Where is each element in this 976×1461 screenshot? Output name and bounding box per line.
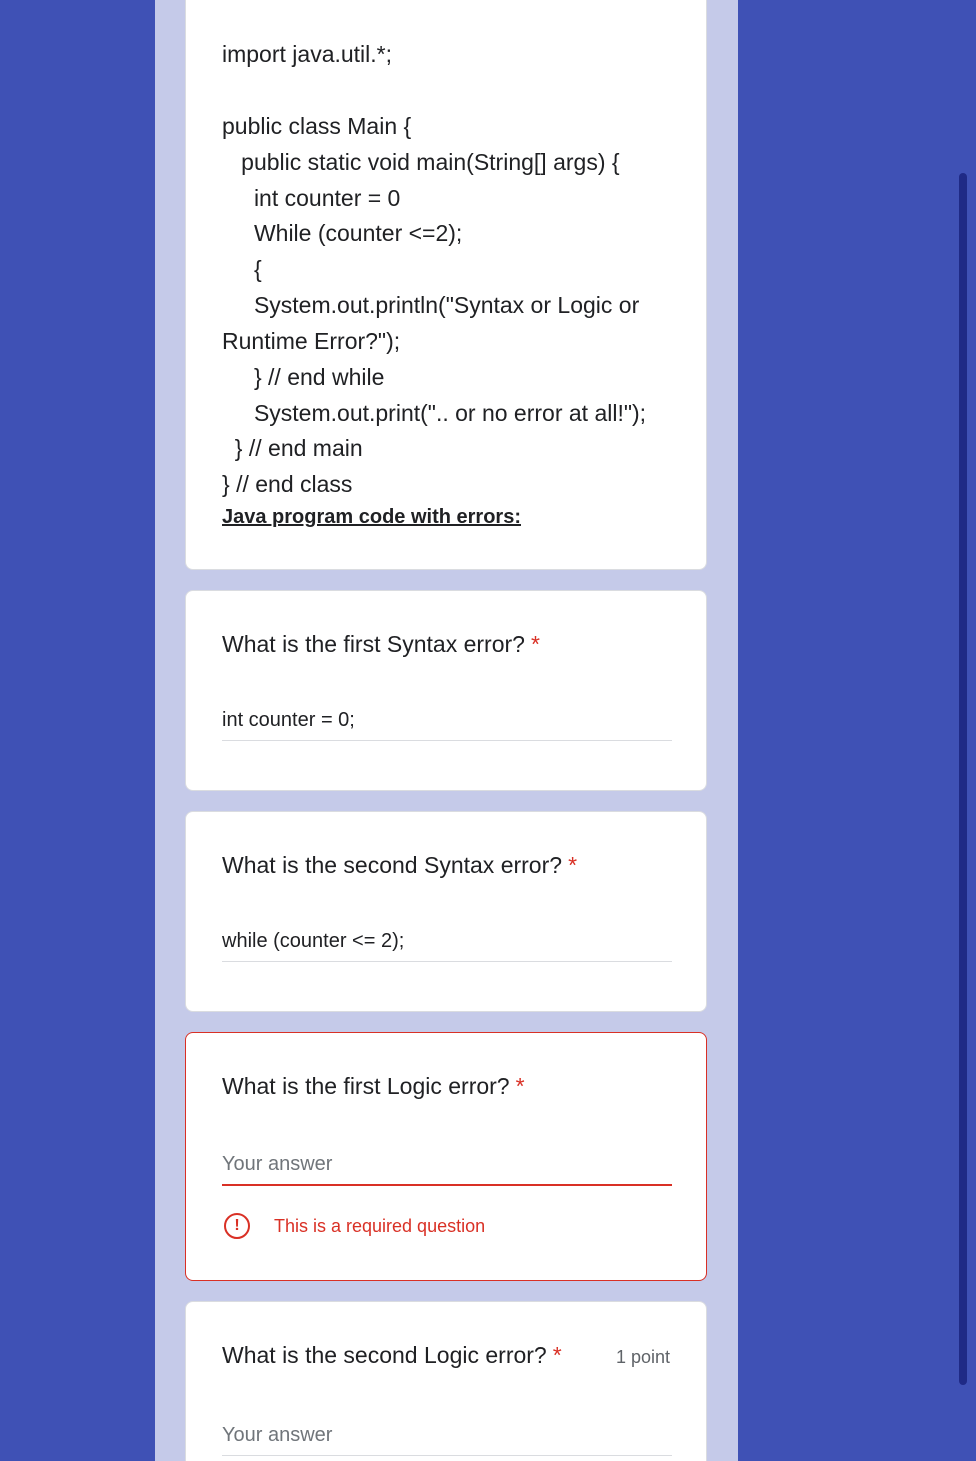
question-title <box>222 631 540 658</box>
question-title-text: What is the second Syntax error? <box>222 852 563 878</box>
code-line: int counter = 0 <box>222 185 401 211</box>
question-title <box>222 1073 525 1100</box>
answer-input-first-logic[interactable] <box>222 1153 672 1186</box>
code-line: While (counter <=2); <box>222 220 463 246</box>
question-card-second-syntax <box>185 811 707 1012</box>
code-line: System.out.println("Syntax or Logic or <box>222 292 640 318</box>
code-line: } // end class <box>222 471 353 497</box>
answer-input-second-syntax[interactable] <box>222 930 672 962</box>
question-title <box>222 1342 562 1369</box>
required-asterisk: * <box>515 1073 525 1099</box>
error-message-row <box>224 1213 485 1239</box>
error-message: This is a required question <box>274 1215 486 1236</box>
scrollbar[interactable] <box>959 173 967 1385</box>
code-description-card <box>185 0 707 570</box>
code-line: } // end while <box>222 364 385 390</box>
code-line: } // end main <box>222 435 363 461</box>
question-title-text: What is the first Logic error? <box>222 1073 510 1099</box>
error-icon: ! <box>224 1213 250 1239</box>
question-card-first-syntax <box>185 590 707 791</box>
points-label: 1 point <box>615 1347 670 1367</box>
code-line: import java.util.*; <box>222 41 393 67</box>
code-line: public class Main { <box>222 113 412 139</box>
answer-input-second-logic[interactable] <box>222 1424 672 1456</box>
code-line: System.out.print(".. or no error at all!"); <box>222 400 647 426</box>
answer-input-first-syntax[interactable] <box>222 709 672 741</box>
question-title <box>222 852 577 879</box>
required-asterisk: * <box>552 1342 562 1368</box>
code-line: Runtime Error?"); <box>222 328 401 354</box>
question-title-text: What is the second Logic error? <box>222 1342 547 1368</box>
required-asterisk: * <box>530 631 540 657</box>
code-line: { <box>222 256 262 282</box>
question-title-text: What is the first Syntax error? <box>222 631 525 657</box>
code-line: public static void main(String[] args) { <box>222 149 620 175</box>
code-heading: Java program code with errors: <box>222 506 521 528</box>
question-card-second-logic <box>185 1301 707 1461</box>
required-asterisk: * <box>568 852 578 878</box>
question-card-first-logic <box>185 1032 707 1281</box>
